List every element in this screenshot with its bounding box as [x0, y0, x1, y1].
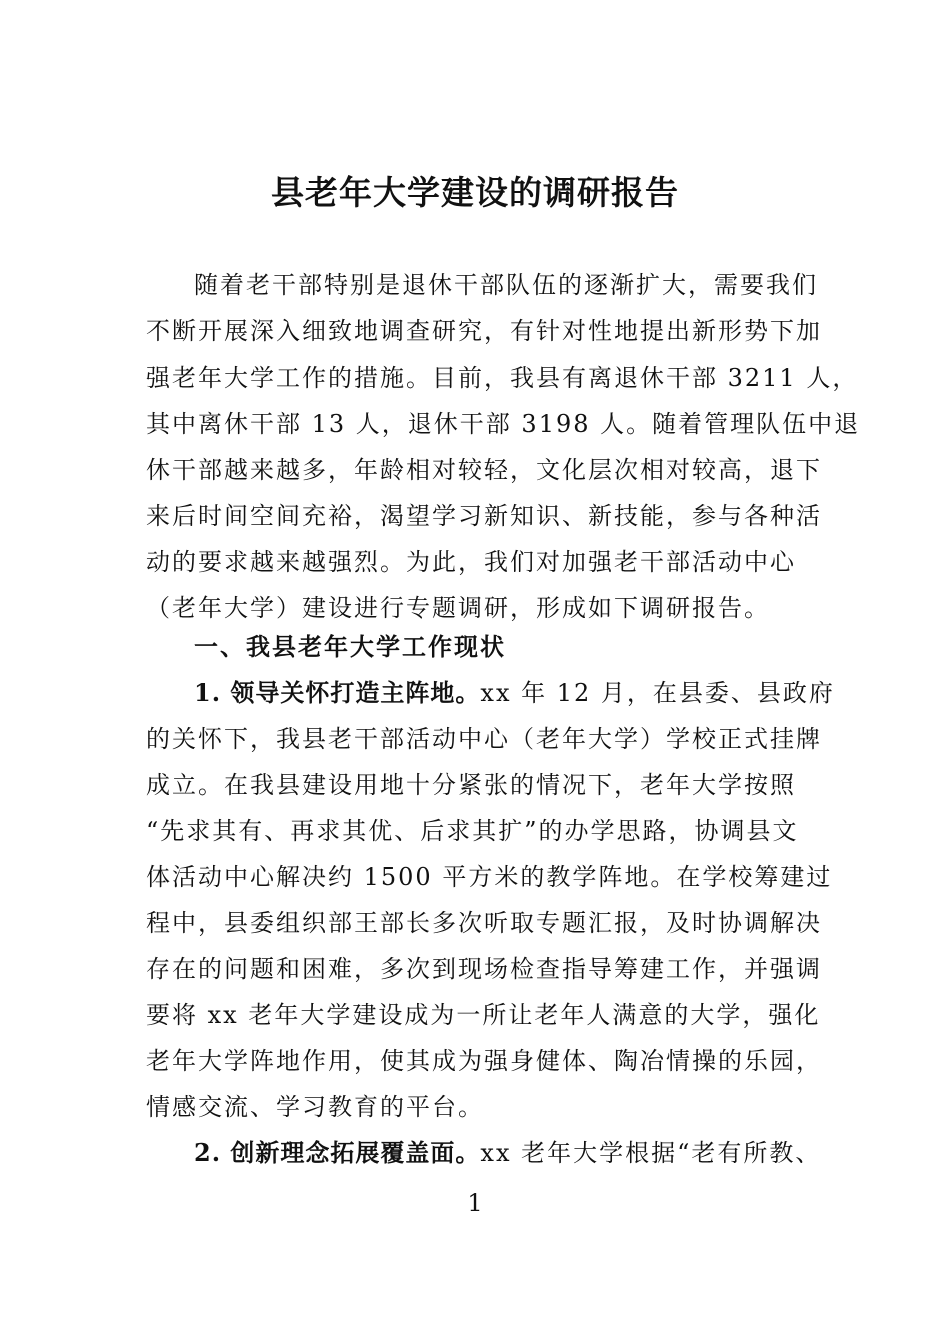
paragraph-line: 休干部越来越多，年龄相对较轻，文化层次相对较高，退下: [146, 456, 822, 484]
paragraph-line: 强老年大学工作的措施。目前，我县有离退休干部 3211 人，: [146, 364, 859, 392]
subheading: 1. 领导关怀打造主阵地。: [194, 678, 481, 707]
paragraph-line: [194, 1130, 821, 1176]
paragraph-line: 体活动中心解决约 1500 平方米的教学阵地。在学校筹建过: [146, 863, 833, 891]
paragraph-line: 情感交流、学习教育的平台。: [146, 1093, 484, 1121]
paragraph-text: xx 老年大学根据“老有所教、: [480, 1139, 822, 1167]
paragraph-line: （老年大学）建设进行专题调研，形成如下调研报告。: [146, 594, 770, 622]
paragraph-line: 程中，县委组织部王部长多次听取专题汇报，及时协调解决: [146, 909, 822, 937]
paragraph-line: 其中离休干部 13 人，退休干部 3198 人。随着管理队伍中退: [146, 410, 861, 438]
paragraph-line: 随着老干部特别是退休干部队伍的逐渐扩大，需要我们: [194, 271, 818, 299]
document-title: 县老年大学建设的调研报告: [271, 173, 679, 212]
paragraph-line: 存在的问题和困难，多次到现场检查指导筹建工作，并强调: [146, 955, 822, 983]
paragraph-line: 要将 xx 老年大学建设成为一所让老年人满意的大学，强化: [146, 1001, 821, 1029]
subheading: 2. 创新理念拓展覆盖面。: [194, 1138, 481, 1167]
paragraph-line: 来后时间空间充裕，渴望学习新知识、新技能，参与各种活: [146, 502, 822, 530]
paragraph-line: “先求其有、再求其优、后求其扩”的办学思路，协调县文: [146, 817, 799, 845]
paragraph-line: 不断开展深入细致地调查研究，有针对性地提出新形势下加: [146, 317, 822, 345]
paragraph-line: 老年大学阵地作用，使其成为强身健体、陶冶情操的乐园，: [146, 1047, 822, 1075]
paragraph-line: 成立。在我县建设用地十分紧张的情况下，老年大学按照: [146, 771, 796, 799]
paragraph-line: 动的要求越来越强烈。为此，我们对加强老干部活动中心: [146, 548, 796, 576]
paragraph-text: xx 年 12 月，在县委、县政府: [480, 679, 835, 707]
paragraph-line: [194, 670, 835, 716]
section-heading: 一、我县老年大学工作现状: [194, 632, 506, 661]
paragraph-line: 的关怀下，我县老干部活动中心（老年大学）学校正式挂牌: [146, 725, 822, 753]
page-number: 1: [467, 1189, 483, 1217]
